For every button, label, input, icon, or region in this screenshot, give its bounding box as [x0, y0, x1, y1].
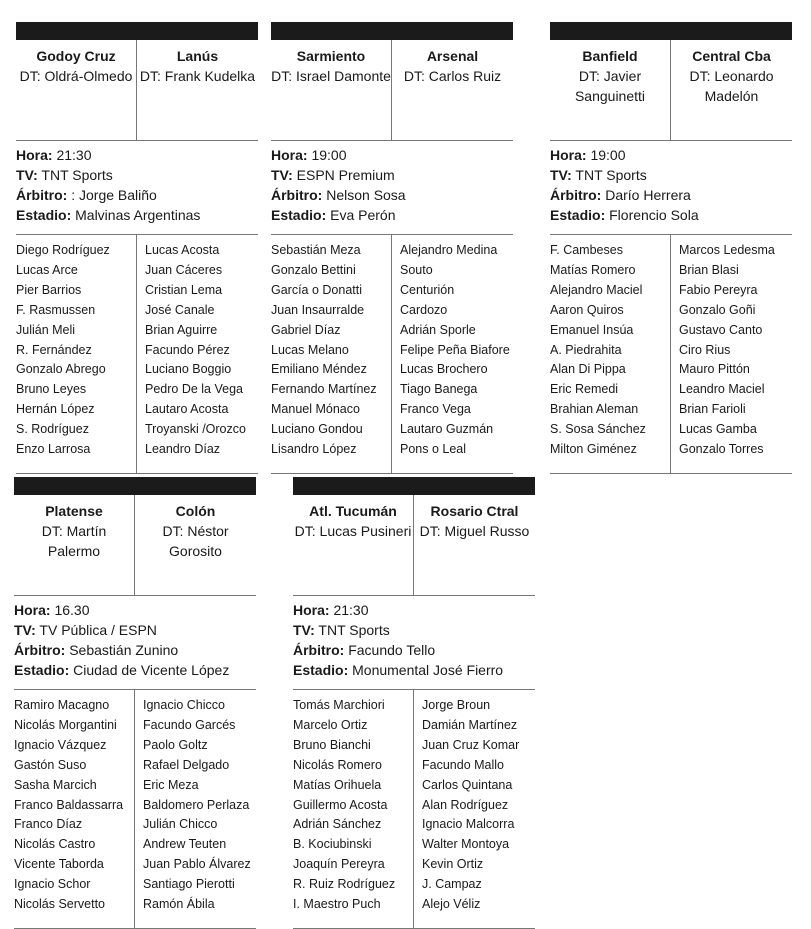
- away-coach-name: Miguel Russo: [444, 523, 530, 539]
- player-name: Emiliano Méndez: [271, 362, 367, 377]
- player-name: Pedro De la Vega: [145, 382, 243, 397]
- referee-label: Árbitro:: [14, 642, 66, 658]
- header-bar: [16, 22, 258, 40]
- home-team: [14, 495, 135, 595]
- player-name: Lucas Gamba: [679, 422, 757, 437]
- home-coach-label: DT:: [294, 523, 316, 539]
- away-coach-name: Frank Kudelka: [164, 68, 256, 84]
- tv-channel: [293, 620, 535, 640]
- match-info: [550, 140, 792, 234]
- player-name: R. Fernández: [16, 342, 92, 357]
- tv-value: TV Pública / ESPN: [39, 622, 157, 638]
- player-name: Sebastián Meza: [271, 243, 361, 257]
- away-coach: [414, 521, 535, 541]
- player-name: Fernando Martínez: [271, 382, 377, 397]
- player-name: Adrián Sporle: [400, 322, 476, 337]
- home-team: [293, 495, 414, 595]
- player-name: Pons o Leal: [400, 442, 467, 457]
- player-name: Baldomero Perlaza: [143, 797, 250, 812]
- player-name: Gastón Suso: [14, 757, 87, 772]
- player-name: Luciano Gondou: [271, 422, 363, 437]
- player-name: Franco Díaz: [14, 817, 83, 832]
- home-coach-label: DT:: [19, 68, 41, 84]
- player-name: Brahian Aleman: [550, 402, 639, 417]
- home-lineup: [14, 690, 135, 928]
- home-team-name: Sarmiento: [296, 48, 366, 64]
- player-name: Damián Martínez: [422, 717, 518, 732]
- stadium-label: Estadio:: [16, 207, 72, 223]
- player-name: Juan Pablo Álvarez: [143, 857, 251, 872]
- lineups: [271, 234, 513, 474]
- kickoff-time: [14, 600, 256, 620]
- player-name: Facundo Garcés: [143, 717, 236, 732]
- kickoff-value: 21:30: [333, 602, 369, 618]
- player-name: Alan Rodríguez: [422, 797, 509, 812]
- player-name: Lautaro Guzmán: [400, 422, 494, 437]
- player-name: Bruno Leyes: [16, 382, 87, 397]
- player-name: Gonzalo Bettini: [271, 262, 356, 277]
- away-lineup: [392, 235, 513, 473]
- tv-label: TV:: [14, 622, 36, 638]
- away-lineup: [671, 235, 792, 473]
- tv-value: TNT Sports: [575, 167, 647, 183]
- home-coach-name: Israel Damonte: [295, 68, 391, 84]
- away-lineup: [135, 690, 256, 928]
- referee-value: Sebastián Zunino: [69, 642, 179, 658]
- away-coach: [392, 66, 513, 86]
- away-team: [392, 40, 513, 140]
- player-name: Fabio Pereyra: [679, 282, 758, 297]
- away-team-name: Central Cba: [692, 48, 771, 64]
- player-name: Walter Montoya: [422, 837, 510, 852]
- match-card: [550, 22, 792, 474]
- player-name: S. Sosa Sánchez: [550, 422, 646, 437]
- away-coach-label: DT:: [419, 523, 441, 539]
- player-name: Paolo Goltz: [143, 737, 208, 752]
- away-coach-label: DT:: [403, 68, 425, 84]
- home-coach-name: Oldrá-Olmedo: [44, 68, 133, 84]
- stadium: [14, 660, 256, 680]
- player-name: B. Kociubinski: [293, 837, 372, 852]
- player-name: Andrew Teuten: [143, 837, 227, 852]
- header-bar: [271, 22, 513, 40]
- away-lineup: [137, 235, 258, 473]
- kickoff-time: [16, 145, 258, 165]
- kickoff-value: 16.30: [54, 602, 90, 618]
- player-name: Gonzalo Abrego: [16, 362, 106, 377]
- stadium-value: Florencio Sola: [609, 207, 699, 223]
- away-team: [137, 40, 258, 140]
- referee-label: Árbitro:: [271, 187, 323, 203]
- player-name: Felipe Peña Biafore: [400, 342, 510, 357]
- player-name: Vicente Taborda: [14, 857, 104, 872]
- player-name: Santiago Pierotti: [143, 877, 235, 892]
- player-name: Nicolás Servetto: [14, 897, 106, 912]
- player-name: Gonzalo Torres: [679, 442, 764, 457]
- player-name: Carlos Quintana: [422, 777, 513, 792]
- player-name: Rafael Delgado: [143, 757, 230, 772]
- referee-value: Facundo Tello: [348, 642, 436, 658]
- player-name: Centurión: [400, 282, 455, 297]
- player-name: Facundo Pérez: [145, 342, 230, 357]
- player-name: García o Donatti: [271, 282, 363, 297]
- stadium-label: Estadio:: [550, 207, 606, 223]
- home-team-name: Godoy Cruz: [36, 48, 116, 64]
- player-name: Alejo Véliz: [422, 897, 481, 912]
- player-name: Diego Rodríguez: [16, 243, 110, 257]
- header-bar: [550, 22, 792, 40]
- away-coach-label: DT:: [689, 68, 711, 84]
- player-name: Tomás Marchiori: [293, 698, 385, 712]
- kickoff-value: 21:30: [56, 147, 92, 163]
- tv-value: TNT Sports: [41, 167, 113, 183]
- player-name: Adrián Sánchez: [293, 817, 382, 832]
- header-bar: [14, 477, 256, 495]
- match-card: [14, 477, 256, 929]
- away-coach-name: Néstor Gorosito: [169, 523, 229, 559]
- player-name: Souto: [400, 262, 433, 277]
- player-name: Nicolás Morgantini: [14, 717, 117, 732]
- match-info: [271, 140, 513, 234]
- player-name: Gonzalo Goñi: [679, 302, 756, 317]
- player-name: Lucas Acosta: [145, 243, 220, 257]
- player-name: Ramón Ábila: [143, 897, 215, 912]
- player-name: Cardozo: [400, 302, 448, 317]
- home-team-name: Platense: [45, 503, 103, 519]
- stadium: [293, 660, 535, 680]
- player-name: Facundo Mallo: [422, 757, 504, 772]
- player-name: Brian Farioli: [679, 402, 746, 417]
- player-name: Julián Chicco: [143, 817, 218, 832]
- player-name: Julián Meli: [16, 322, 76, 337]
- stadium-label: Estadio:: [271, 207, 327, 223]
- player-name: Sasha Marcich: [14, 777, 97, 792]
- player-name: Manuel Mónaco: [271, 402, 360, 417]
- match-card: [271, 22, 513, 474]
- player-name: Guillermo Acosta: [293, 797, 388, 812]
- away-coach: [671, 66, 792, 106]
- player-name: Enzo Larrosa: [16, 442, 91, 457]
- kickoff-label: Hora:: [16, 147, 53, 163]
- kickoff-value: 19:00: [590, 147, 626, 163]
- home-coach: [550, 66, 670, 106]
- player-name: Luciano Boggio: [145, 362, 232, 377]
- match-info: [293, 595, 535, 689]
- referee-label: Árbitro:: [293, 642, 345, 658]
- stadium-value: Ciudad de Vicente López: [73, 662, 230, 678]
- home-coach-label: DT:: [271, 68, 293, 84]
- player-name: Jorge Broun: [422, 698, 491, 712]
- tv-label: TV:: [271, 167, 293, 183]
- player-name: Juan Cáceres: [145, 262, 223, 277]
- stadium-value: Monumental José Fierro: [352, 662, 504, 678]
- player-name: Troyanski /Orozco: [145, 422, 246, 437]
- teams-header: [550, 40, 792, 140]
- player-name: Hernán López: [16, 402, 95, 417]
- player-name: Ignacio Chicco: [143, 698, 225, 712]
- player-name: Lucas Arce: [16, 262, 78, 277]
- home-coach-label: DT:: [578, 68, 600, 84]
- away-team: [414, 495, 535, 595]
- stadium-value: Malvinas Argentinas: [75, 207, 201, 223]
- player-name: Leandro Maciel: [679, 382, 765, 397]
- tv-label: TV:: [293, 622, 315, 638]
- kickoff-label: Hora:: [14, 602, 51, 618]
- player-name: Pier Barrios: [16, 282, 82, 297]
- player-name: A. Piedrahita: [550, 342, 622, 357]
- away-coach: [137, 66, 258, 86]
- player-name: Lautaro Acosta: [145, 402, 229, 417]
- away-team-name: Arsenal: [426, 48, 479, 64]
- player-name: Alejandro Medina: [400, 243, 498, 257]
- tv-value: ESPN Premium: [296, 167, 395, 183]
- stadium-value: Eva Perón: [330, 207, 396, 223]
- player-name: Juan Cruz Komar: [422, 737, 520, 752]
- player-name: Lucas Brochero: [400, 362, 488, 377]
- tv-channel: [271, 165, 513, 185]
- away-coach-label: DT:: [139, 68, 161, 84]
- player-name: F. Rasmussen: [16, 302, 96, 317]
- player-name: Ignacio Vázquez: [14, 737, 107, 752]
- kickoff-value: 19:00: [311, 147, 347, 163]
- home-lineup: [293, 690, 414, 928]
- home-lineup: [16, 235, 137, 473]
- tv-channel: [14, 620, 256, 640]
- referee: [14, 640, 256, 660]
- player-name: Emanuel Insúa: [550, 322, 634, 337]
- away-team: [135, 495, 256, 595]
- player-name: Bruno Bianchi: [293, 737, 371, 752]
- player-name: I. Maestro Puch: [293, 897, 381, 912]
- teams-header: [293, 495, 535, 595]
- referee: [271, 185, 513, 205]
- stadium-label: Estadio:: [293, 662, 349, 678]
- home-lineup: [271, 235, 392, 473]
- away-coach-label: DT:: [162, 523, 184, 539]
- kickoff-time: [550, 145, 792, 165]
- home-coach: [16, 66, 136, 86]
- player-name: Marcos Ledesma: [679, 243, 775, 257]
- header-bar: [293, 477, 535, 495]
- kickoff-label: Hora:: [293, 602, 330, 618]
- player-name: José Canale: [145, 302, 215, 317]
- kickoff-time: [271, 145, 513, 165]
- player-name: Ciro Rius: [679, 342, 731, 357]
- away-team: [671, 40, 792, 140]
- lineups: [16, 234, 258, 474]
- player-name: Mauro Pittón: [679, 362, 750, 377]
- teams-header: [16, 40, 258, 140]
- player-name: Franco Vega: [400, 402, 471, 417]
- player-name: Alan Di Pippa: [550, 362, 626, 377]
- kickoff-label: Hora:: [271, 147, 308, 163]
- stadium: [550, 205, 792, 225]
- player-name: Ignacio Schor: [14, 877, 91, 892]
- player-name: Franco Baldassarra: [14, 797, 124, 812]
- tv-channel: [16, 165, 258, 185]
- player-name: Ramiro Macagno: [14, 698, 110, 712]
- referee-value: Nelson Sosa: [326, 187, 406, 203]
- match-card: [293, 477, 535, 929]
- tv-channel: [550, 165, 792, 185]
- player-name: Gabriel Díaz: [271, 322, 341, 337]
- lineups: [550, 234, 792, 474]
- referee: [550, 185, 792, 205]
- kickoff-label: Hora:: [550, 147, 587, 163]
- away-team-name: Colón: [175, 503, 216, 519]
- player-name: Eric Remedi: [550, 382, 619, 397]
- home-coach-label: DT:: [41, 523, 63, 539]
- away-lineup: [414, 690, 535, 928]
- referee-value: : Jorge Baliño: [71, 187, 157, 203]
- home-coach-name: Lucas Pusineri: [319, 523, 412, 539]
- player-name: Lucas Melano: [271, 342, 349, 357]
- match-card: [16, 22, 258, 474]
- player-name: Ignacio Malcorra: [422, 817, 515, 832]
- player-name: Alejandro Maciel: [550, 282, 643, 297]
- match-info: [16, 140, 258, 234]
- tv-label: TV:: [16, 167, 38, 183]
- player-name: Brian Blasi: [679, 262, 739, 277]
- lineups: [293, 689, 535, 929]
- home-coach-name: Martín Palermo: [47, 523, 107, 559]
- player-name: J. Campaz: [422, 877, 482, 892]
- tv-label: TV:: [550, 167, 572, 183]
- player-name: Lisandro López: [271, 442, 357, 457]
- away-coach-name: Leonardo Madelón: [704, 68, 774, 104]
- tv-value: TNT Sports: [318, 622, 390, 638]
- player-name: Tiago Banega: [400, 382, 478, 397]
- player-name: R. Ruiz Rodríguez: [293, 877, 396, 892]
- referee: [16, 185, 258, 205]
- referee-label: Árbitro:: [16, 187, 68, 203]
- away-coach-name: Carlos Ruiz: [428, 68, 502, 84]
- home-team-name: Banfield: [582, 48, 638, 64]
- stadium: [271, 205, 513, 225]
- player-name: S. Rodríguez: [16, 422, 89, 437]
- stadium-label: Estadio:: [14, 662, 70, 678]
- home-coach: [271, 66, 391, 86]
- home-team: [550, 40, 671, 140]
- referee-value: Darío Herrera: [605, 187, 691, 203]
- home-team: [271, 40, 392, 140]
- player-name: F. Cambeses: [550, 243, 623, 257]
- home-coach-name: Javier Sanguinetti: [574, 68, 646, 104]
- home-team: [16, 40, 137, 140]
- referee: [293, 640, 535, 660]
- kickoff-time: [293, 600, 535, 620]
- home-lineup: [550, 235, 671, 473]
- player-name: Nicolás Castro: [14, 837, 96, 852]
- player-name: Joaquín Pereyra: [293, 857, 385, 872]
- player-name: Kevin Ortiz: [422, 857, 484, 872]
- home-team-name: Atl. Tucumán: [309, 503, 397, 519]
- away-coach: [135, 521, 256, 561]
- stadium: [16, 205, 258, 225]
- match-info: [14, 595, 256, 689]
- home-coach: [293, 521, 413, 541]
- home-coach: [14, 521, 134, 561]
- player-name: Juan Insaurralde: [271, 302, 365, 317]
- player-name: Brian Aguirre: [145, 322, 218, 337]
- referee-label: Árbitro:: [550, 187, 602, 203]
- lineups: [14, 689, 256, 929]
- player-name: Matías Romero: [550, 262, 636, 277]
- player-name: Nicolás Romero: [293, 757, 382, 772]
- teams-header: [14, 495, 256, 595]
- player-name: Matías Orihuela: [293, 777, 382, 792]
- player-name: Aaron Quiros: [550, 302, 624, 317]
- player-name: Marcelo Ortiz: [293, 717, 368, 732]
- player-name: Milton Giménez: [550, 442, 637, 457]
- away-team-name: Rosario Ctral: [430, 503, 519, 519]
- player-name: Gustavo Canto: [679, 322, 763, 337]
- player-name: Eric Meza: [143, 777, 199, 792]
- away-team-name: Lanús: [176, 48, 219, 64]
- teams-header: [271, 40, 513, 140]
- player-name: Leandro Díaz: [145, 442, 221, 457]
- player-name: Cristian Lema: [145, 282, 223, 297]
